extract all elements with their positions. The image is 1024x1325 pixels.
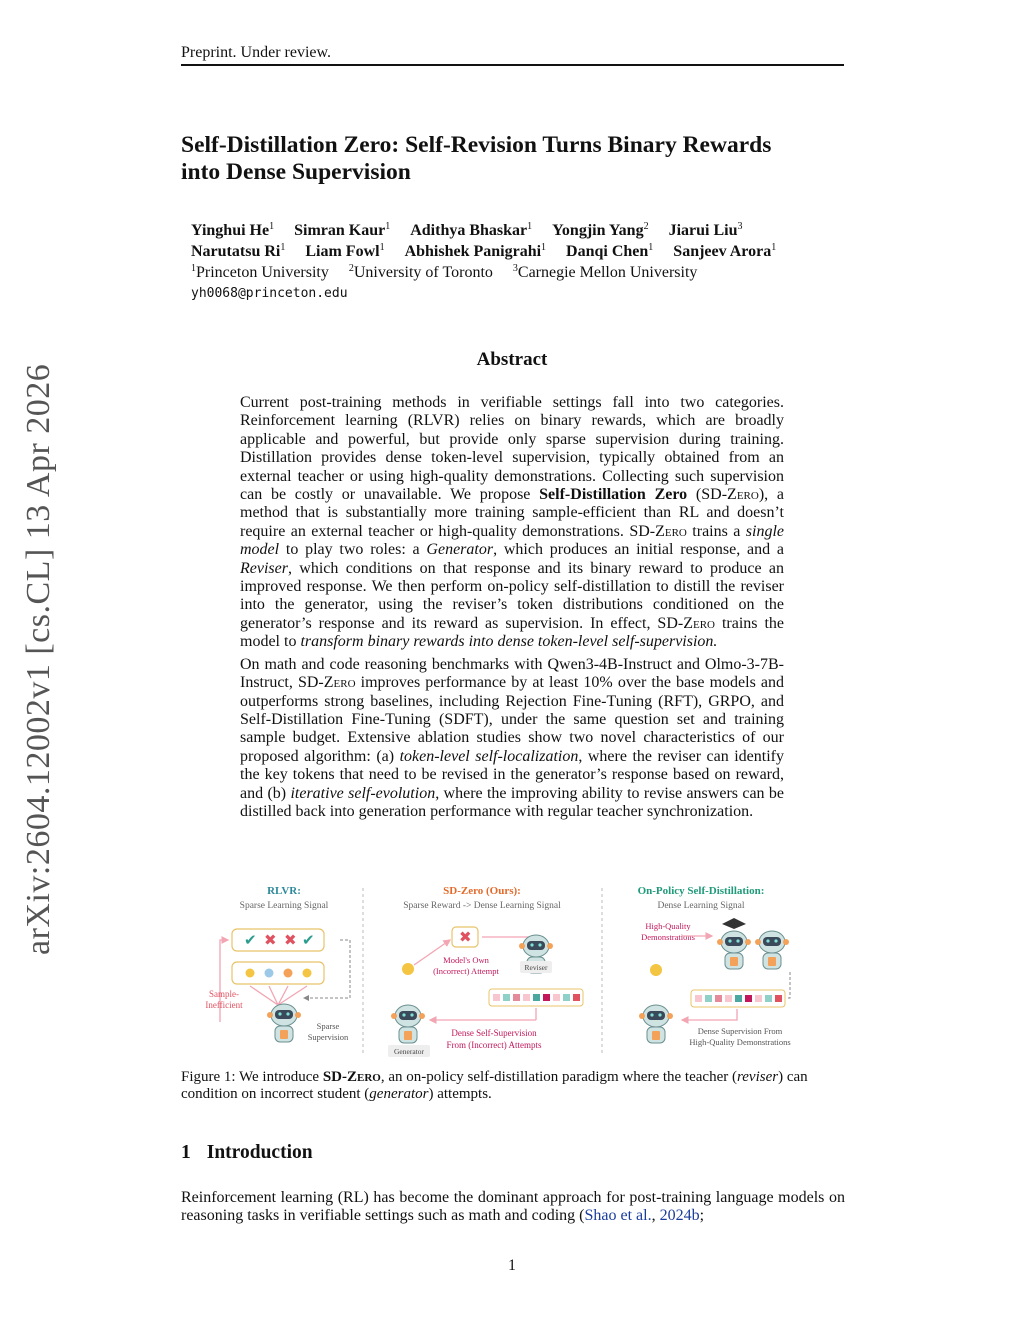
on-policy-panel [638,885,791,1047]
token-square [725,995,732,1002]
figure-1-diagram [200,880,825,1060]
on-policy-title: On-Policy Self-Distillation: [637,885,765,897]
token-square [503,994,510,1001]
author-row-1 [191,222,776,243]
arxiv-identifier[interactable]: arXiv:2604.12002v1 [cs.CL] 13 Apr 2026 [20,363,57,955]
token-square [745,995,752,1002]
token-square [715,995,722,1002]
token-square [755,995,762,1002]
cross-icon: ✖ [264,933,277,949]
bulb-icon [303,969,312,978]
sd-zero-title: SD-Zero (Ours): [443,885,521,897]
token-square [573,994,580,1001]
paper-title [181,132,861,186]
dense-from-demo-label: Dense Supervision From [697,1026,783,1036]
abstract-body [240,394,784,821]
svg-text:Supervision: Supervision [307,1032,349,1042]
author: Liam Fowl$^1$ [305,242,385,260]
svg-text:Inefficient: Inefficient [205,1000,243,1010]
abstract-heading: Abstract [476,349,548,370]
title-line-1: Self-Distillation Zero: Self-Revision Turns Binary Rewards [181,132,772,158]
token-square [775,995,782,1002]
cross-icon: ✖ [459,930,472,946]
sparse-supervision-label: Sparse [316,1021,340,1031]
svg-text:(Incorrect) Attempt: (Incorrect) Attempt [433,966,499,976]
affiliation: $^2$University of Toronto [348,263,493,281]
bulb-icon [650,964,662,976]
author: Simran Kaur$^1$ [294,221,391,239]
running-header: Preprint. Under review. [181,44,332,61]
generator-label: Generator [394,1047,424,1056]
token-square [523,994,530,1001]
student-robot-icon [639,1005,673,1043]
author: Narutatsu Ri$^1$ [191,242,286,260]
rlvr-panel [205,885,350,1042]
author-block [191,222,776,304]
rlvr-subtitle: Sparse Learning Signal [239,901,329,911]
token-square [705,995,712,1002]
sd-zero-panel [388,885,583,1057]
citation-link[interactable]: 2024b [659,1207,700,1225]
bulb-icon [284,969,293,978]
bulb-icon [265,969,274,978]
bulb-icon [246,969,255,978]
check-icon: ✔ [244,933,257,949]
author-row-2 [191,243,776,264]
sample-inefficient-label: Sample- [209,989,239,999]
affiliation: $^1$Princeton University [191,263,329,281]
robot-icon [267,1004,301,1042]
generator-robot-icon [391,1005,425,1043]
token-square [533,994,540,1001]
rlvr-title: RLVR: [267,885,301,897]
svg-text:Demonstrations: Demonstrations [641,932,695,942]
cross-icon: ✖ [284,933,297,949]
check-icon: ✔ [302,933,315,949]
bulb-icon [402,963,414,975]
contact-email[interactable]: yh0068@princeton.edu [191,286,348,301]
token-square [563,994,570,1001]
token-square [735,995,742,1002]
sd-zero-subtitle: Sparse Reward -> Dense Learning Signal [403,901,561,911]
header-rule [181,64,844,66]
own-attempt-label: Model's Own [443,955,489,965]
author: Adithya Bhaskar$^1$ [410,221,533,239]
affiliation: $^3$Carnegie Mellon University [512,263,698,281]
hq-demo-label: High-Quality [645,921,691,931]
grad-cap-icon [722,918,746,929]
figure-caption: Figure 1: We introduce SD-Zero, an on-policy self-distillation paradigm where the teacher (reviser) can condition on incorrect student (generator) attempts. [181,1069,808,1102]
citation-link[interactable]: Shao et al. [584,1207,652,1225]
token-square [553,994,560,1001]
svg-text:High-Quality Demonstrations: High-Quality Demonstrations [689,1037,791,1047]
teacher-robot-icon [717,931,751,969]
svg-text:From (Incorrect) Attempts: From (Incorrect) Attempts [446,1040,542,1050]
token-square [543,994,550,1001]
section-heading: 1 Introduction [181,1142,313,1163]
author: Yongjin Yang$^2$ [552,221,649,239]
title-line-2: into Dense Supervision [181,159,411,185]
dense-self-supervision-label: Dense Self-Supervision [451,1028,537,1038]
token-square [765,995,772,1002]
intro-paragraph: Reinforcement learning (RL) has become the dominant approach for post-training language models on reasoning tasks in verifiable settings such as math and coding (Shao et al., 2024b; [181,1189,845,1225]
affiliations [191,264,776,285]
author: Yinghui He$^1$ [191,221,275,239]
token-square [493,994,500,1001]
abstract-paragraph-1: Current post-training methods in verifiable settings fall into two categories. Reinforcement learning (RLVR) relies on binary rewards, which are broadly applicable and powerful, but provide only sparse supervision during training. Distillation provides dense token-level supervision, typically obtained from an external teacher or using high-quality demonstrations. Collecting such supervision can be costly or unavailable. We propose Self-Distillation Zero (SD-Zero), a method that is substantially more training sample-efficient than RL and doesn’t require an external teacher or high-quality demonstrations. SD-Zero trains a single model to play two roles: a Generator, which produces an initial response, and a Reviser, which conditions on that response and its binary reward to produce an improved response. We then perform on-policy self-distillation to distill the reviser into the generator, using the reviser’s token distributions conditioned on the generator’s response and its reward as supervision. In effect, SD-Zero trains the model to transform binary rewards into dense token-level self-supervision. [240,394,785,651]
token-square [513,994,520,1001]
author: Abhishek Panigrahi$^1$ [404,242,547,260]
abstract-paragraph-2: On math and code reasoning benchmarks with Qwen3-4B-Instruct and Olmo-3-7B-Instruct, SD-Zero improves performance by at least 10% over the base models and outperforms strong baselines, including Rejection Fine-Tuning (RFT), GRPO, and Self-Distillation Fine-Tuning (SDFT), under the same question set and training sample budget. Extensive ablation studies show two novel characteristics of our proposed algorithm: (a) token-level self-localization, where the reviser can identify the key tokens that need to be revised in the generator’s response based on reward, and (b) iterative self-evolution, where the improving ability to revise answers can be distilled back into generation performance with regular teacher synchronization. [240,655,784,820]
author: Sanjeev Arora$^1$ [673,242,777,260]
token-square [695,995,702,1002]
author: Danqi Chen$^1$ [566,242,654,260]
on-policy-subtitle: Dense Learning Signal [657,901,745,911]
reviser-label: Reviser [524,963,548,972]
page-number: 1 [508,1257,516,1274]
robot-icon [755,931,789,969]
author: Jiarui Liu$^3$ [668,221,743,239]
